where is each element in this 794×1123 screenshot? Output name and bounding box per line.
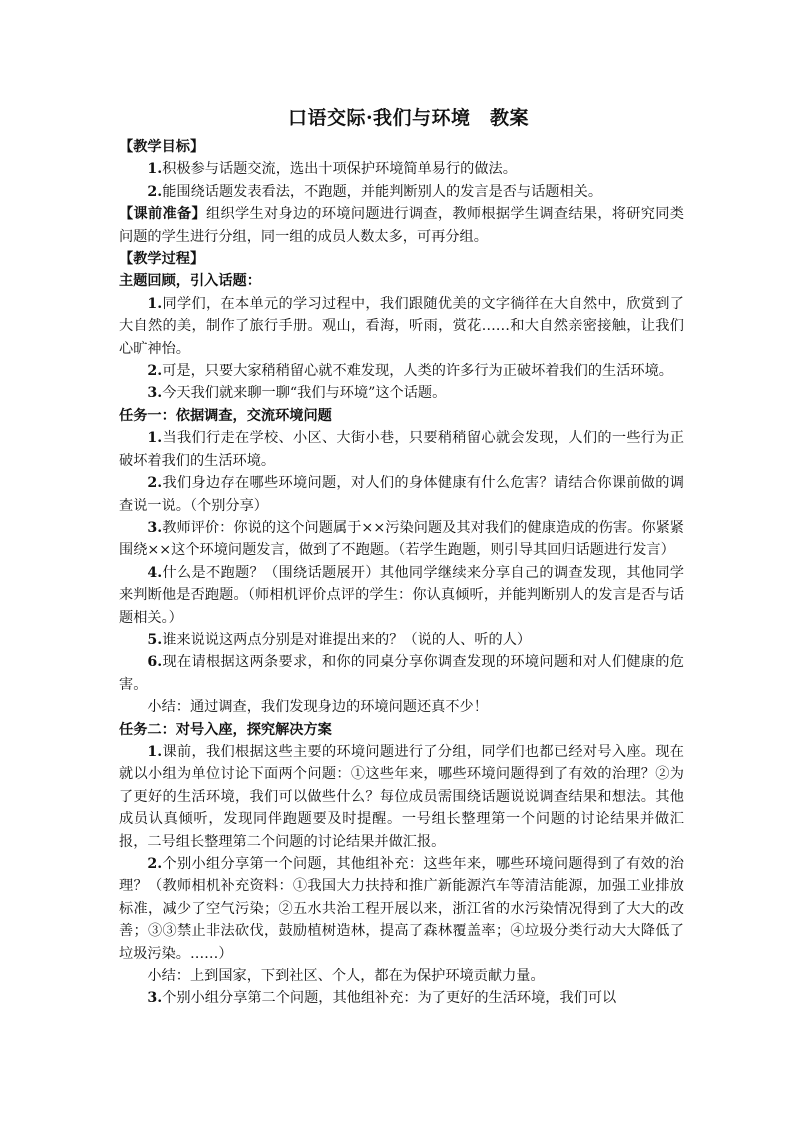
prep-heading: 【课前准备】	[119, 206, 206, 223]
part1-heading: 主题回顾，引入话题：	[119, 273, 261, 290]
goals-heading: 【教学目标】	[119, 139, 205, 155]
list-item: 4.什么是不跑题？（围绕话题展开）其他同学继续来分享自己的调查发现，其他同学来判断他是否跑题。（师相机评价点评的学生：你认真倾听，并能判断别人的发言是否与话题相关。）	[119, 564, 684, 626]
goal-item: 1.积极参与话题交流，选出十项保护环境简单易行的做法。	[147, 161, 517, 178]
task1-heading: 任务一：依据调查，交流环境问题	[119, 407, 332, 424]
page-title: 口语交际·我们与环境 教案	[287, 107, 530, 129]
list-item: 3.今天我们就来聊一聊“我们与环境”这个话题。	[147, 385, 447, 402]
goal-item: 2.能围绕话题发表看法，不跑题，并能判断别人的发言是否与话题相关。	[147, 183, 603, 200]
task2-summary: 小结：上到国家，下到社区、个人，都在为保护环境贡献力量。	[147, 968, 545, 985]
task2-heading: 任务二：对号入座，探究解决方案	[119, 721, 332, 738]
task1-summary: 小结：通过调查，我们发现身边的环境问题还真不少！	[147, 699, 488, 716]
list-item: 2.我们身边存在哪些环境问题，对人们的身体健康有什么危害？请结合你课前做的调查说一说。（个别分享）	[119, 475, 684, 514]
prep-paragraph	[119, 203, 684, 248]
list-item: 1.当我们行走在学校、小区、大街小巷，只要稍稍留心就会发现，人们的一些行为正破坏着我们的生活环境。	[119, 430, 684, 469]
list-item: 3.教师评价：你说的这个问题属于××污染问题及其对我们的健康造成的伤害。你紧紧围绕××这个环境问题发言，做到了不跑题。（若学生跑题，则引导其回归话题进行发言）	[119, 519, 684, 559]
list-item: 1.同学们，在本单元的学习过程中，我们跟随优美的文字徜徉在大自然中，欣赏到了大自然的美，制作了旅行手册。观山，看海，听雨，赏花……和大自然亲密接触，让我们心旷神怡。	[119, 295, 684, 357]
process-heading: 【教学过程】	[119, 251, 205, 268]
list-item: 5.谁来说说这两点分别是对谁提出来的？（说的人、听的人）	[147, 631, 532, 648]
list-item: 6.现在请根据这两条要求，和你的同桌分享你调查发现的环境问题和对人们健康的危害。	[119, 654, 684, 693]
list-item: 2.个别小组分享第一个问题，其他组补充：这些年来，哪些环境问题得到了有效的治理？（教师相机补充资料：①我国大力扶持和推广新能源汽车等清洁能源，加强工业排放标准，减少了空气污染；②五水共治工程开展以来，浙江省的水污染情况得到了大大的改善；③③禁止非法砍伐，鼓励植树造林，提高了森林覆盖率；④垃圾分类行动大大降低了垃圾污染。……）	[119, 856, 684, 962]
list-item: 1.课前，我们根据这些主要的环境问题进行了分组，同学们也都已经对号入座。现在就以小组为单位讨论下面两个问题：①这些年来，哪些环境问题得到了有效的治理？②为了更好的生活环境，我们可以做些什么？每位成员需围绕话题说说调查结果和想法。其他成员认真倾听，发现同伴跑题要及时提醒。一号组长整理第一个问题的讨论结果并做汇报，二号组长整理第二个问题的讨论结果并做汇报。	[119, 743, 684, 850]
list-item: 2.可是，只要大家稍稍留心就不难发现，人类的许多行为正破坏着我们的生活环境。	[147, 363, 673, 380]
prep-text: 组织学生对身边的环境问题进行调查，教师根据学生调查结果，将研究同类问题的学生进行分组，同一组的成员人数太多，可再分组。	[119, 206, 684, 245]
list-item: 3.个别小组分享第二个问题，其他组补充：为了更好的生活环境，我们可以	[147, 990, 617, 1007]
